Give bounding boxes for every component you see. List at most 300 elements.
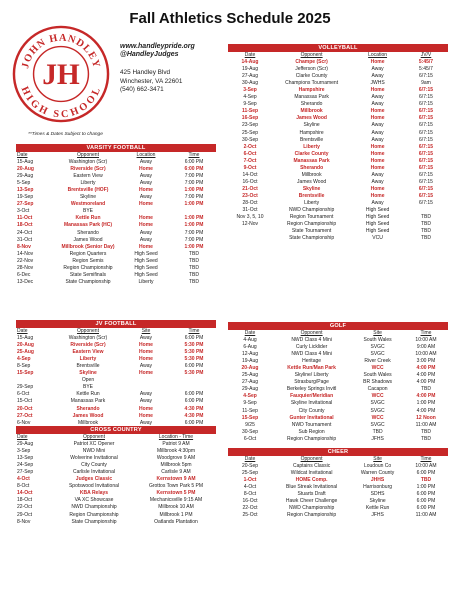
- event-row: [228, 484, 448, 491]
- table-cell: 21-Oct: [242, 185, 258, 192]
- table-cell: 25-Sep: [241, 129, 259, 136]
- home-event-row: [228, 165, 448, 172]
- table-cell: 8-Oct: [243, 491, 257, 498]
- table-cell: 25-Sep: [241, 470, 259, 477]
- table-cell: 6/7:15: [418, 150, 434, 157]
- home-event-row: [16, 201, 216, 208]
- table-cell: 8-Nov: [17, 518, 31, 525]
- table-cell: TBD: [420, 428, 431, 435]
- column-header: Location - Time: [158, 434, 194, 440]
- table-cell: Warren County: [360, 470, 395, 477]
- table-cell: Manassas Park: [294, 94, 329, 101]
- table-cell: Champions Tournament: [285, 80, 339, 87]
- table-cell: 24-Oct: [17, 229, 33, 236]
- table-header-row: [16, 152, 216, 159]
- table-cell: 30-Sep: [241, 428, 259, 435]
- event-row: [228, 228, 448, 235]
- table-cell: TBD: [189, 271, 199, 278]
- event-row: [16, 258, 216, 265]
- table-cell: 6/7:15: [419, 94, 433, 101]
- table-cell: 6/7:15: [419, 171, 433, 178]
- table-cell: 4-Sep: [243, 94, 257, 101]
- table-cell: Liberty: [79, 356, 97, 363]
- event-row: [228, 436, 448, 443]
- table-cell: 4:00 PM: [416, 372, 436, 379]
- table-cell: 4:30 PM: [184, 405, 204, 412]
- table-cell: TBD: [189, 250, 199, 257]
- contact-info: [120, 43, 195, 94]
- home-event-row: [16, 490, 216, 497]
- golf-header: GOLF: [228, 322, 448, 330]
- table-cell: TBD: [189, 264, 199, 271]
- table-cell: Liberty: [304, 199, 320, 206]
- table-cell: 19-Sep: [17, 194, 34, 201]
- table-cell: 15-Oct: [17, 398, 33, 405]
- table-cell: 27-Aug: [241, 73, 259, 80]
- table-header-row: [228, 52, 448, 59]
- table-cell: Millbrook: [300, 108, 323, 115]
- table-cell: High Seed: [134, 264, 158, 271]
- table-cell: 22-Oct: [242, 505, 258, 512]
- table-header-row: [16, 434, 216, 441]
- home-event-row: [228, 193, 448, 200]
- cheer-header: CHEER: [228, 448, 448, 456]
- home-event-row: [228, 365, 448, 372]
- table-cell: 5:30 PM: [184, 356, 204, 363]
- event-row: [228, 200, 448, 207]
- table-cell: Home: [370, 192, 385, 199]
- table-cell: VA XC Showcase: [74, 497, 114, 504]
- column-header: Opponent: [83, 434, 105, 440]
- table-cell: State Championship: [65, 278, 111, 285]
- address-line-1: 425 Handley Blvd: [120, 69, 171, 77]
- table-cell: 23-Sep: [241, 122, 259, 129]
- table-cell: Millbrook 5pm: [160, 462, 192, 469]
- table-cell: 20-Sep: [241, 463, 259, 470]
- table-cell: Blue Streak Invitational: [286, 484, 338, 491]
- table-cell: Region Quarters: [69, 250, 107, 257]
- table-cell: 6:00 PM: [416, 470, 436, 477]
- table-cell: Liberty: [303, 143, 320, 150]
- table-cell: [120, 377, 172, 384]
- table-cell: 23-Oct: [242, 192, 258, 199]
- table-cell: State Championship: [289, 235, 335, 242]
- varsity-football-header: VARSITY FOOTBALL: [16, 144, 216, 152]
- table-cell: 11-Sep: [241, 108, 259, 115]
- table-cell: 7:00 PM: [184, 229, 204, 236]
- table-cell: City County: [298, 407, 325, 414]
- table-cell: Riverside (Scr): [70, 166, 106, 173]
- column-header: Site: [141, 328, 151, 334]
- home-event-row: [228, 151, 448, 158]
- event-row: [16, 483, 216, 490]
- varsity-football-table: [16, 152, 216, 286]
- table-cell: Open: [81, 377, 95, 384]
- event-row: [228, 400, 448, 407]
- table-cell: Away: [139, 363, 153, 370]
- table-cell: 1:00 PM: [416, 400, 436, 407]
- table-cell: 27-Aug: [241, 379, 259, 386]
- table-cell: 11-Oct: [17, 215, 33, 222]
- table-cell: 7:00 PM: [184, 236, 204, 243]
- table-cell: Hawk Cheer Challenge: [285, 498, 338, 505]
- table-cell: Home: [139, 201, 153, 208]
- table-cell: Sherando: [300, 164, 324, 171]
- table-cell: 1:00 PM: [416, 484, 436, 491]
- event-row: [16, 462, 216, 469]
- event-row: [228, 498, 448, 505]
- volleyball-table: [228, 52, 448, 242]
- table-cell: Region Championship: [69, 511, 119, 518]
- event-row: [16, 441, 216, 448]
- event-row: [16, 469, 216, 476]
- column-header: Site: [373, 330, 382, 336]
- table-cell: Away: [371, 178, 384, 185]
- event-row: [228, 179, 448, 186]
- table-cell: 9/25: [245, 421, 255, 428]
- event-row: [16, 363, 216, 370]
- table-cell: 7:00 PM: [184, 180, 204, 187]
- table-cell: Away: [371, 122, 384, 129]
- table-cell: BR Shadows: [363, 379, 393, 386]
- table-cell: 6-Aug: [243, 344, 257, 351]
- table-cell: TBD: [420, 214, 431, 221]
- table-cell: 14-Nov: [17, 250, 34, 257]
- table-cell: Berkeley Springs Invitl: [286, 386, 337, 393]
- column-header: Location: [368, 52, 388, 58]
- table-cell: 19-Aug: [241, 66, 259, 73]
- table-cell: Home: [370, 87, 385, 94]
- home-event-row: [16, 187, 216, 194]
- column-header: Opponent: [300, 456, 323, 462]
- home-event-row: [228, 186, 448, 193]
- table-cell: 20-Aug: [241, 365, 259, 372]
- table-cell: 16-Oct: [242, 178, 258, 185]
- table-cell: 5-Sep: [17, 180, 31, 187]
- table-cell: 6:00 PM: [416, 498, 436, 505]
- table-cell: 13-Dec: [17, 278, 34, 285]
- table-cell: 6-Oct: [17, 391, 30, 398]
- table-cell: Home: [370, 108, 385, 115]
- table-cell: 4:00 PM: [416, 365, 436, 372]
- table-cell: Kettle Run: [75, 215, 101, 222]
- table-cell: Skyline: [79, 370, 97, 377]
- table-cell: [228, 235, 272, 242]
- table-cell: Skyline: [79, 194, 97, 201]
- table-cell: Carlisle 9 AM: [161, 469, 191, 476]
- table-cell: [16, 377, 56, 384]
- table-cell: 2-Oct: [243, 143, 257, 150]
- table-cell: TBD: [372, 428, 383, 435]
- table-cell: Away: [139, 335, 153, 342]
- table-cell: Eastern View: [73, 173, 103, 180]
- page-title: Fall Athletics Schedule 2025: [129, 10, 331, 27]
- table-cell: 6-Oct: [243, 150, 257, 157]
- event-row: [228, 80, 448, 87]
- event-row: [228, 172, 448, 179]
- table-cell: 15-Sep: [241, 414, 259, 421]
- table-cell: Kernstown 5 PM: [156, 490, 196, 497]
- event-row: [228, 351, 448, 358]
- table-cell: 6/7:15: [419, 199, 433, 206]
- table-cell: BYE: [82, 384, 93, 391]
- event-row: [16, 194, 216, 201]
- home-event-row: [16, 356, 216, 363]
- table-cell: Home: [370, 59, 385, 66]
- table-cell: 9-Oct: [243, 164, 257, 171]
- home-event-row: [16, 222, 216, 229]
- table-cell: Away: [139, 236, 153, 243]
- table-cell: Away: [139, 398, 153, 405]
- table-cell: HOME Comp.: [295, 477, 328, 484]
- table-cell: Westmoreland: [70, 201, 106, 208]
- event-row: [16, 504, 216, 511]
- column-header: Date: [17, 152, 28, 158]
- table-cell: Manassas Park: [293, 157, 330, 164]
- table-cell: Riverside (Scr): [70, 342, 106, 349]
- home-event-row: [16, 370, 216, 377]
- event-row: [228, 470, 448, 477]
- home-event-row: [228, 477, 448, 484]
- table-cell: South Wales: [363, 372, 392, 379]
- table-cell: 7:00 PM: [184, 173, 204, 180]
- table-cell: 11:00 AM: [415, 421, 437, 428]
- table-cell: JWHS: [370, 80, 385, 87]
- schedule-disclaimer: **Times & Dates Subject to change: [28, 132, 103, 137]
- table-cell: Loudoun Co: [363, 463, 392, 470]
- table-cell: Harrisonburg: [363, 484, 393, 491]
- table-cell: 6:00 PM: [184, 398, 204, 405]
- table-cell: 6/7:15: [418, 108, 434, 115]
- table-cell: 12 Noon: [416, 414, 436, 421]
- table-cell: High Seed: [134, 250, 158, 257]
- table-cell: Brentsville: [76, 363, 100, 370]
- table-cell: Skyline/ Liberty: [294, 372, 329, 379]
- table-cell: Kettle Run: [365, 505, 390, 512]
- event-row: [16, 230, 216, 237]
- table-cell: SDHS: [370, 491, 385, 498]
- table-cell: Home: [139, 370, 153, 377]
- event-row: [16, 237, 216, 244]
- column-header: Time: [188, 152, 200, 158]
- table-cell: Region Championship: [286, 221, 337, 228]
- table-cell: 20-Oct: [17, 405, 33, 412]
- school-logo: [12, 25, 110, 123]
- table-cell: 5:30 PM: [184, 342, 204, 349]
- table-cell: 1:00 PM: [184, 187, 204, 194]
- event-row: [228, 344, 448, 351]
- table-cell: 6/7:15: [419, 136, 433, 143]
- table-cell: Home: [139, 412, 153, 419]
- event-row: [16, 159, 216, 166]
- table-cell: 6/7:15: [419, 101, 433, 108]
- event-row: [16, 398, 216, 405]
- table-cell: Eastern View: [72, 349, 104, 356]
- event-row: [16, 377, 216, 384]
- table-cell: TBD: [420, 228, 431, 235]
- event-row: [16, 265, 216, 272]
- home-event-row: [16, 342, 216, 349]
- jv-football-table: [16, 328, 216, 427]
- varsity-football-section: [16, 144, 216, 286]
- table-cell: Away: [371, 66, 384, 73]
- table-cell: 6/7:15: [418, 157, 434, 164]
- table-cell: 13-Sep: [17, 455, 34, 462]
- event-row: [228, 422, 448, 429]
- table-cell: WCC: [371, 365, 384, 372]
- volleyball-header: VOLLEYBALL: [228, 44, 448, 52]
- table-cell: 16-Oct: [242, 498, 258, 505]
- table-cell: State Championship: [71, 518, 117, 525]
- table-cell: Away: [139, 173, 153, 180]
- event-row: [228, 214, 448, 221]
- table-cell: Washington (Scr): [68, 159, 108, 166]
- event-row: [16, 448, 216, 455]
- table-cell: Judges Classic: [75, 476, 113, 483]
- table-cell: Stuarts Draft: [297, 491, 326, 498]
- cheer-section: [228, 448, 448, 519]
- event-row: [228, 122, 448, 129]
- table-cell: Away: [371, 199, 384, 206]
- table-cell: Region Semis: [72, 257, 104, 264]
- home-event-row: [16, 476, 216, 483]
- table-cell: 6:00 PM: [184, 159, 204, 166]
- table-cell: [120, 384, 172, 391]
- table-cell: 6/7:15: [418, 87, 434, 94]
- event-row: [16, 335, 216, 342]
- event-row: [228, 463, 448, 470]
- table-cell: Kettle Run: [76, 391, 100, 398]
- table-cell: Skyline: [303, 122, 320, 129]
- table-cell: Away: [371, 171, 384, 178]
- table-cell: 3-Oct: [17, 208, 30, 215]
- table-cell: 3-Sep: [17, 448, 31, 455]
- event-row: [16, 455, 216, 462]
- table-cell: Home: [139, 356, 153, 363]
- event-row: [16, 180, 216, 187]
- table-cell: [404, 207, 448, 214]
- table-cell: NWD Championship: [288, 505, 335, 512]
- table-cell: Home: [370, 115, 385, 122]
- table-cell: High Seed: [134, 257, 158, 264]
- table-cell: 25-Aug: [241, 372, 259, 379]
- table-cell: 4:00 PM: [416, 393, 436, 400]
- table-cell: 14-Aug: [241, 59, 259, 66]
- table-cell: 6-Oct: [243, 435, 257, 442]
- table-cell: 31-Oct: [17, 236, 33, 243]
- table-cell: Region Championship: [286, 435, 337, 442]
- table-cell: 4:00 PM: [416, 407, 436, 414]
- table-cell: 30-Sep: [241, 136, 259, 143]
- address-line-2: Winchester, VA 22601: [120, 77, 183, 85]
- column-header: Opponent: [300, 330, 323, 336]
- table-cell: Kettle Run/Man Park: [287, 365, 336, 372]
- table-cell: James Wood: [297, 178, 327, 185]
- table-cell: Millbrook: [77, 419, 98, 426]
- table-cell: 10:00 AM: [415, 351, 437, 358]
- table-cell: Hampshire: [299, 129, 324, 136]
- table-cell: Grottos Town Park 5 PM: [148, 483, 204, 490]
- table-cell: 22-Oct: [17, 504, 33, 511]
- table-cell: Sherando: [300, 101, 323, 108]
- table-cell: TBD: [420, 235, 431, 242]
- table-cell: 13-Sep: [17, 187, 34, 194]
- table-cell: 27-Sep: [17, 469, 34, 476]
- table-cell: 6/7:15: [419, 122, 433, 129]
- table-cell: Home: [139, 215, 153, 222]
- event-row: [16, 519, 216, 526]
- table-cell: 27-Oct: [17, 412, 33, 419]
- table-cell: TBD: [189, 257, 199, 264]
- table-cell: 14-Oct: [17, 490, 33, 497]
- table-cell: Sherando: [77, 229, 99, 236]
- table-cell: 4-Oct: [243, 484, 257, 491]
- column-header: Date: [244, 52, 256, 58]
- table-cell: 14-Oct: [242, 171, 258, 178]
- table-cell: 10:00 AM: [415, 463, 437, 470]
- table-cell: 6/7:15: [418, 192, 434, 199]
- table-cell: KBA Relays: [79, 490, 109, 497]
- table-cell: 11-Sep: [242, 407, 258, 414]
- table-cell: Region Tournament: [289, 214, 334, 221]
- table-header-row: [16, 328, 216, 335]
- table-cell: JHHS: [370, 477, 385, 484]
- table-cell: 25-Oct: [242, 512, 258, 519]
- table-cell: Home: [370, 185, 385, 192]
- table-cell: Sub Region: [298, 428, 325, 435]
- table-cell: Region Championship: [63, 264, 113, 271]
- column-header: Date: [244, 456, 256, 462]
- table-cell: 6:00 PM: [184, 419, 204, 426]
- table-cell: 1:00 PM: [184, 215, 204, 222]
- event-row: [228, 130, 448, 137]
- table-cell: Liberty: [80, 180, 96, 187]
- table-cell: 9am: [421, 80, 431, 87]
- table-cell: 18-Oct: [17, 497, 33, 504]
- column-header: Time: [420, 456, 432, 462]
- table-cell: Cacapon: [367, 386, 388, 393]
- home-event-row: [228, 115, 448, 122]
- home-event-row: [16, 406, 216, 413]
- table-cell: Home: [139, 349, 153, 356]
- table-cell: Nov 3, 5, 10: [236, 214, 264, 221]
- table-cell: High Seed: [134, 271, 158, 278]
- table-cell: Away: [371, 129, 384, 136]
- table-cell: JFHS: [371, 435, 384, 442]
- table-cell: Millbrook 10 AM: [158, 504, 194, 511]
- table-cell: 10:00 AM: [415, 337, 437, 344]
- phone-number: (540) 662-3471: [120, 85, 164, 93]
- table-cell: 6/7:15: [418, 115, 434, 122]
- table-cell: 19-Aug: [241, 358, 259, 365]
- table-cell: 6:00 PM: [184, 363, 204, 370]
- cheer-table: [228, 456, 448, 519]
- table-cell: 15-Aug: [17, 335, 34, 342]
- table-header-row: [228, 456, 448, 463]
- table-cell: NWD Class 4 Mini: [291, 351, 332, 358]
- table-cell: WCC: [371, 414, 384, 421]
- table-cell: TBD: [420, 435, 431, 442]
- golf-section: [228, 322, 448, 443]
- table-cell: NWD Tournament: [291, 421, 332, 428]
- home-event-row: [228, 415, 448, 422]
- table-cell: 24-Sep: [17, 462, 34, 469]
- event-row: [228, 73, 448, 80]
- table-cell: Sherando: [76, 405, 100, 412]
- event-row: [228, 94, 448, 101]
- table-cell: Skyline: [302, 185, 321, 192]
- table-cell: 9:00 AM: [416, 344, 436, 351]
